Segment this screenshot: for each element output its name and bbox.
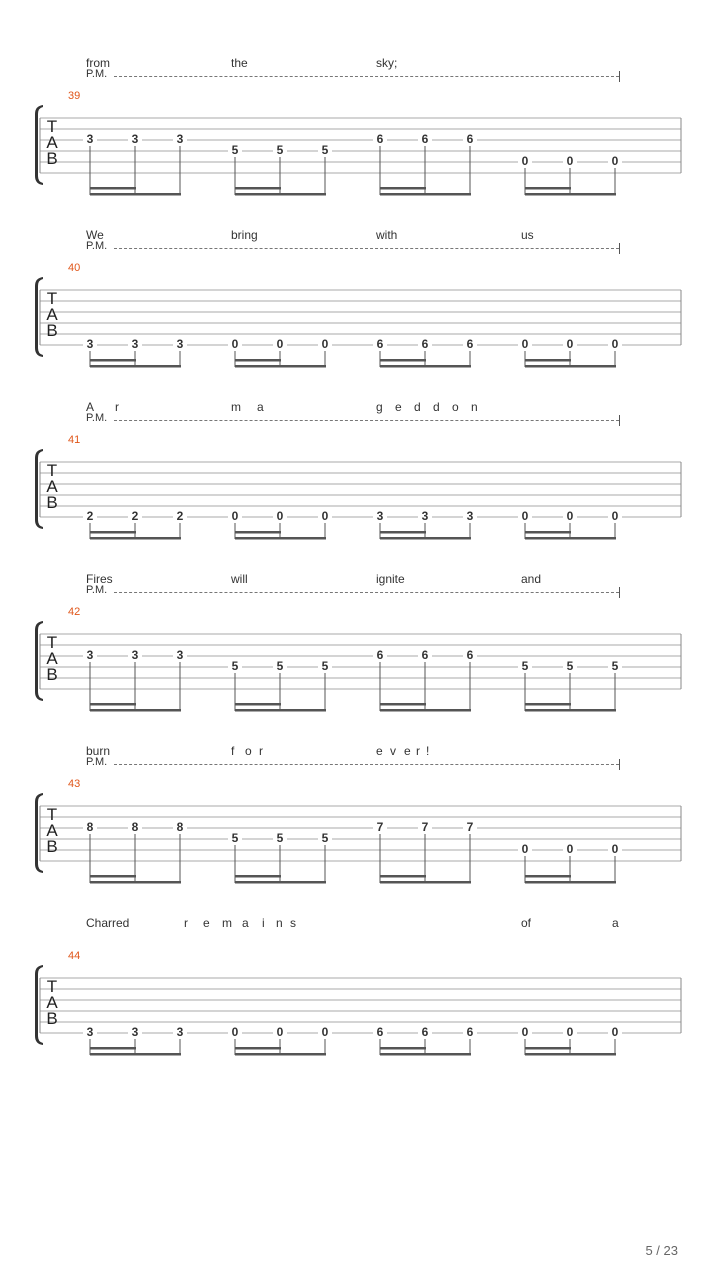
fret-number: 5 (608, 659, 622, 673)
fret-number: 6 (418, 132, 432, 146)
tab-system (0, 572, 720, 744)
lyric-syllable: We (86, 228, 104, 242)
fret-number: 0 (563, 509, 577, 523)
fret-number: 3 (173, 337, 187, 351)
measure-number: 44 (68, 950, 81, 962)
fret-number: 5 (273, 831, 287, 845)
fret-number: 3 (83, 337, 97, 351)
measure-number: 42 (68, 606, 81, 618)
fret-number: 8 (173, 820, 187, 834)
lyric-syllable: with (376, 228, 398, 242)
tab-clef-letter: B (46, 493, 58, 512)
palm-mute-label: P.M. (86, 240, 108, 252)
eighth-beam (235, 1053, 326, 1056)
lyric-syllable: m (231, 400, 241, 414)
fret-number: 3 (173, 1025, 187, 1039)
sixteenth-beam (235, 1047, 281, 1050)
staff-lines (0, 272, 720, 372)
fret-number: 8 (128, 820, 142, 834)
tab-clef-letter: T (46, 461, 58, 480)
lyric-syllable: e (376, 744, 383, 758)
palm-mute-end-tick (619, 71, 620, 82)
sixteenth-beam (235, 875, 281, 878)
fret-number: 0 (228, 509, 242, 523)
fret-number: 3 (128, 648, 142, 662)
lyric-syllable: e (203, 916, 210, 930)
eighth-beam (90, 709, 181, 712)
palm-mute-dashed-line (114, 764, 619, 765)
fret-number: 3 (463, 509, 477, 523)
measure-number: 43 (68, 778, 81, 790)
tab-staff (0, 100, 720, 200)
tab-clef-letter: B (46, 665, 58, 684)
fret-number: 6 (373, 132, 387, 146)
fret-number: 3 (83, 1025, 97, 1039)
lyric-syllable: f (231, 744, 235, 758)
fret-number: 5 (563, 659, 577, 673)
tab-clef-letter: B (46, 1009, 58, 1028)
fret-number: 0 (273, 1025, 287, 1039)
fret-number: 3 (173, 132, 187, 146)
sixteenth-beam (525, 531, 571, 534)
page-number: 5 / 23 (645, 1243, 678, 1258)
fret-number: 0 (563, 337, 577, 351)
fret-number: 7 (463, 820, 477, 834)
palm-mute-end-tick (619, 243, 620, 254)
tab-clef (44, 461, 60, 512)
staff-lines (0, 788, 720, 888)
lyric-syllable: d (433, 400, 440, 414)
tab-clef (44, 977, 60, 1028)
eighth-beam (525, 1053, 616, 1056)
fret-number: 7 (418, 820, 432, 834)
palm-mute-marking (86, 584, 626, 598)
lyric-syllable: Fires (86, 572, 113, 586)
palm-mute-dashed-line (114, 420, 619, 421)
tab-clef-letter: T (46, 117, 58, 136)
sixteenth-beam (235, 187, 281, 190)
palm-mute-label: P.M. (86, 412, 108, 424)
fret-number: 0 (518, 1025, 532, 1039)
fret-number: 5 (228, 143, 242, 157)
lyric-syllable: s (290, 916, 296, 930)
staff-lines (0, 444, 720, 544)
lyric-syllable: a (257, 400, 264, 414)
fret-number: 0 (273, 337, 287, 351)
palm-mute-end-tick (619, 415, 620, 426)
fret-number: 5 (273, 659, 287, 673)
eighth-beam (525, 193, 616, 196)
lyric-syllable: us (521, 228, 534, 242)
tab-clef-letter: B (46, 837, 58, 856)
fret-number: 0 (563, 1025, 577, 1039)
lyric-syllable: burn (86, 744, 111, 758)
fret-number: 0 (228, 337, 242, 351)
eighth-beam (90, 193, 181, 196)
palm-mute-label: P.M. (86, 68, 108, 80)
sixteenth-beam (235, 359, 281, 362)
lyric-syllable: r (416, 744, 420, 758)
sixteenth-beam (380, 187, 426, 190)
fret-number: 6 (463, 337, 477, 351)
palm-mute-end-tick (619, 587, 620, 598)
sixteenth-beam (525, 1047, 571, 1050)
staff-lines (0, 100, 720, 200)
palm-mute-dashed-line (114, 76, 619, 77)
lyric-syllable: the (231, 56, 248, 70)
palm-mute-marking (86, 240, 626, 254)
tab-staff (0, 272, 720, 372)
lyric-syllable: a (242, 916, 249, 930)
sixteenth-beam (90, 1047, 136, 1050)
lyric-syllable: o (452, 400, 459, 414)
tab-clef-letter: B (46, 149, 58, 168)
tab-system (0, 744, 720, 916)
sixteenth-beam (90, 187, 136, 190)
palm-mute-label: P.M. (86, 756, 108, 768)
tab-staff (0, 444, 720, 544)
tab-clef-letter: T (46, 633, 58, 652)
fret-number: 0 (563, 842, 577, 856)
tab-staff (0, 960, 720, 1060)
fret-number: 5 (273, 143, 287, 157)
eighth-beam (90, 881, 181, 884)
palm-mute-marking (86, 68, 626, 82)
lyric-syllable: ! (426, 744, 430, 758)
measure-number: 40 (68, 262, 81, 274)
eighth-beam (380, 193, 471, 196)
lyric-syllable: will (231, 572, 248, 586)
fret-number: 0 (318, 509, 332, 523)
staff-lines (0, 960, 720, 1060)
fret-number: 6 (463, 1025, 477, 1039)
eighth-beam (380, 1053, 471, 1056)
lyric-syllable: ignite (376, 572, 405, 586)
eighth-beam (235, 365, 326, 368)
tab-clef-letter: B (46, 321, 58, 340)
lyric-syllable: i (262, 916, 265, 930)
tab-clef-letter: A (46, 649, 58, 668)
lyric-syllable: g (376, 400, 383, 414)
fret-number: 6 (418, 1025, 432, 1039)
tab-clef-letter: T (46, 289, 58, 308)
lyric-syllable: o (245, 744, 252, 758)
tab-clef-letter: A (46, 821, 58, 840)
sixteenth-beam (90, 359, 136, 362)
sixteenth-beam (380, 875, 426, 878)
lyric-syllable: and (521, 572, 542, 586)
fret-number: 0 (518, 509, 532, 523)
lyric-syllable: r (115, 400, 119, 414)
sixteenth-beam (380, 1047, 426, 1050)
tab-staff (0, 616, 720, 716)
tab-clef (44, 633, 60, 684)
tab-clef (44, 289, 60, 340)
fret-number: 0 (273, 509, 287, 523)
measure-number: 39 (68, 90, 81, 102)
fret-number: 7 (373, 820, 387, 834)
sixteenth-beam (525, 703, 571, 706)
sixteenth-beam (235, 531, 281, 534)
lyric-syllable: from (86, 56, 110, 70)
sixteenth-beam (90, 531, 136, 534)
eighth-beam (235, 881, 326, 884)
lyric-syllable: m (222, 916, 232, 930)
eighth-beam (380, 709, 471, 712)
tab-clef-letter: A (46, 993, 58, 1012)
fret-number: 0 (318, 1025, 332, 1039)
tab-clef (44, 805, 60, 856)
lyric-syllable: n (471, 400, 478, 414)
measure-number: 41 (68, 434, 81, 446)
fret-number: 0 (228, 1025, 242, 1039)
lyric-syllable: r (259, 744, 263, 758)
fret-number: 0 (608, 842, 622, 856)
fret-number: 2 (128, 509, 142, 523)
fret-number: 3 (128, 1025, 142, 1039)
fret-number: 8 (83, 820, 97, 834)
fret-number: 6 (373, 648, 387, 662)
fret-number: 0 (563, 154, 577, 168)
eighth-beam (235, 193, 326, 196)
fret-number: 0 (608, 509, 622, 523)
sixteenth-beam (90, 703, 136, 706)
fret-number: 5 (318, 659, 332, 673)
tab-system (0, 916, 720, 1088)
eighth-beam (380, 881, 471, 884)
lyric-syllable: e (404, 744, 411, 758)
tab-clef-letter: A (46, 477, 58, 496)
fret-number: 6 (373, 1025, 387, 1039)
eighth-beam (525, 537, 616, 540)
palm-mute-dashed-line (114, 592, 619, 593)
fret-number: 2 (173, 509, 187, 523)
fret-number: 3 (83, 132, 97, 146)
sixteenth-beam (525, 187, 571, 190)
fret-number: 3 (173, 648, 187, 662)
tab-clef-letter: A (46, 133, 58, 152)
eighth-beam (90, 1053, 181, 1056)
tab-system (0, 56, 720, 228)
tab-system (0, 228, 720, 400)
fret-number: 3 (128, 132, 142, 146)
fret-number: 5 (518, 659, 532, 673)
tab-staff (0, 788, 720, 888)
fret-number: 5 (318, 831, 332, 845)
lyric-syllable: of (521, 916, 532, 930)
tab-clef-letter: T (46, 977, 58, 996)
fret-number: 2 (83, 509, 97, 523)
palm-mute-dashed-line (114, 248, 619, 249)
tab-clef-letter: A (46, 305, 58, 324)
lyric-syllable: r (184, 916, 188, 930)
lyric-syllable: sky; (376, 56, 398, 70)
fret-number: 0 (608, 1025, 622, 1039)
fret-number: 0 (608, 337, 622, 351)
sixteenth-beam (525, 875, 571, 878)
palm-mute-label: P.M. (86, 584, 108, 596)
tab-clef-letter: T (46, 805, 58, 824)
fret-number: 3 (83, 648, 97, 662)
palm-mute-marking (86, 412, 626, 426)
palm-mute-end-tick (619, 759, 620, 770)
lyric-syllable: Charred (86, 916, 130, 930)
fret-number: 3 (373, 509, 387, 523)
fret-number: 6 (373, 337, 387, 351)
fret-number: 6 (418, 648, 432, 662)
sixteenth-beam (90, 875, 136, 878)
fret-number: 0 (518, 842, 532, 856)
lyric-syllable: e (395, 400, 402, 414)
eighth-beam (380, 365, 471, 368)
fret-number: 0 (518, 337, 532, 351)
tab-clef (44, 117, 60, 168)
eighth-beam (235, 709, 326, 712)
eighth-beam (380, 537, 471, 540)
eighth-beam (90, 365, 181, 368)
fret-number: 0 (518, 154, 532, 168)
fret-number: 6 (463, 648, 477, 662)
eighth-beam (525, 365, 616, 368)
fret-number: 5 (318, 143, 332, 157)
sixteenth-beam (380, 531, 426, 534)
fret-number: 0 (608, 154, 622, 168)
eighth-beam (235, 537, 326, 540)
tab-system (0, 400, 720, 572)
eighth-beam (90, 537, 181, 540)
eighth-beam (525, 881, 616, 884)
sixteenth-beam (525, 359, 571, 362)
sixteenth-beam (380, 703, 426, 706)
fret-number: 5 (228, 831, 242, 845)
eighth-beam (525, 709, 616, 712)
fret-number: 3 (418, 509, 432, 523)
lyric-syllable: A (86, 400, 95, 414)
sixteenth-beam (235, 703, 281, 706)
lyric-syllable: bring (231, 228, 258, 242)
lyric-syllable: a (612, 916, 619, 930)
fret-number: 0 (318, 337, 332, 351)
lyrics-row (0, 916, 720, 930)
sixteenth-beam (380, 359, 426, 362)
fret-number: 5 (228, 659, 242, 673)
fret-number: 6 (418, 337, 432, 351)
palm-mute-marking (86, 756, 626, 770)
lyric-syllable: n (276, 916, 283, 930)
fret-number: 6 (463, 132, 477, 146)
fret-number: 3 (128, 337, 142, 351)
lyric-syllable: v (390, 744, 396, 758)
lyric-syllable: d (414, 400, 421, 414)
